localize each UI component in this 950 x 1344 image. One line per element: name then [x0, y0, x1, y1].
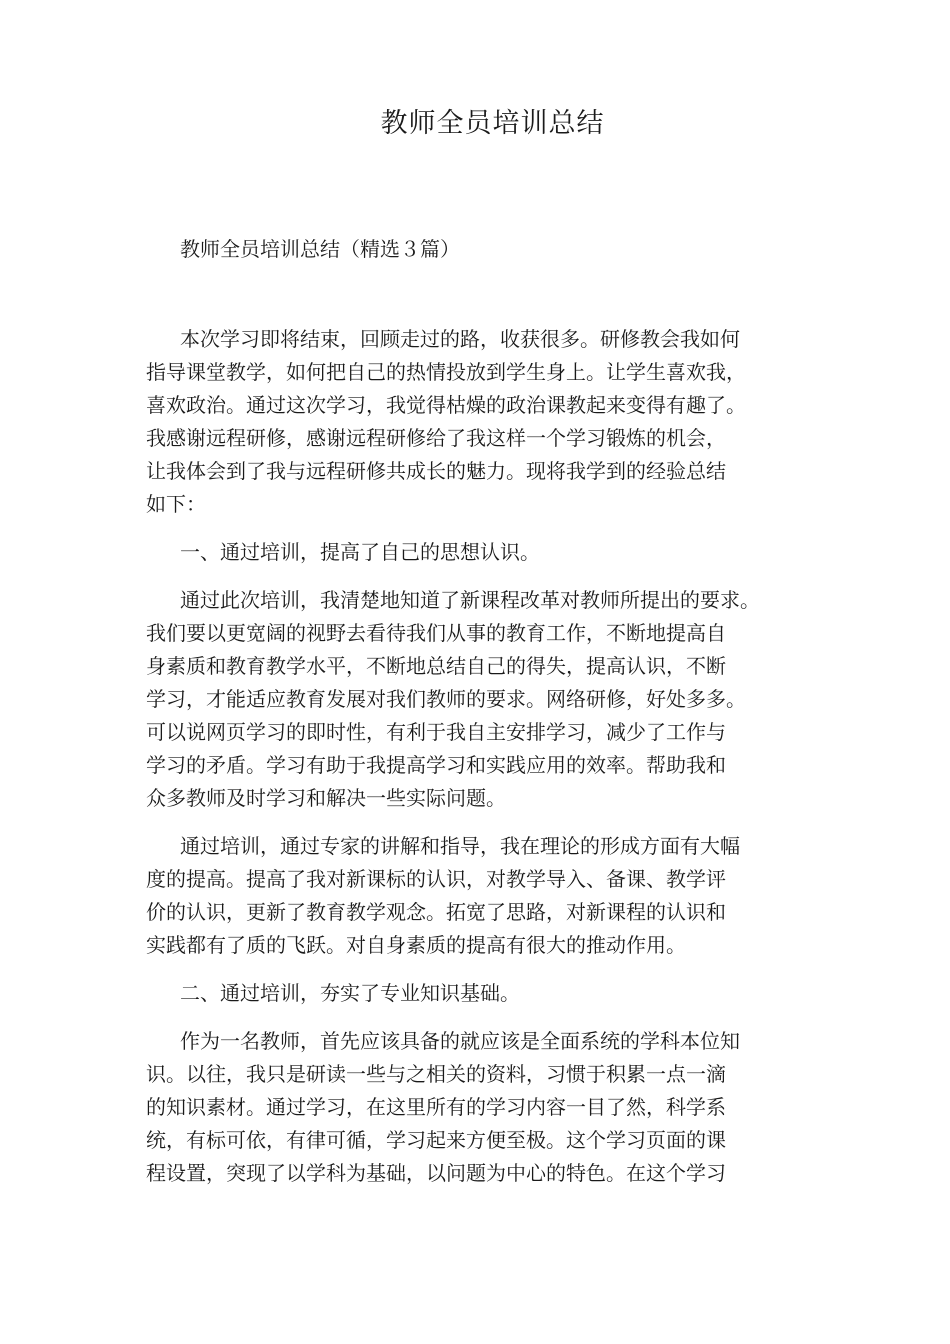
text-line: 身素质和教育教学水平，不断地总结自己的得失，提高认识，不断: [146, 654, 726, 678]
text-line: 本次学习即将结束，回顾走过的路，收获很多。研修教会我如何: [180, 327, 740, 351]
text-line: 二、通过培训，夯实了专业知识基础。: [180, 981, 520, 1005]
paragraph-training-requirements: [146, 584, 826, 815]
text-line: 实践都有了质的飞跃。对自身素质的提高有很大的推动作用。: [146, 933, 686, 957]
section-heading-2: [146, 977, 826, 1010]
paragraph-expert-guidance: [146, 830, 826, 962]
text-line: 学习，才能适应教育发展对我们教师的要求。网络研修，好处多多。: [146, 687, 746, 711]
text-line: 价的认识，更新了教育教学观念。拓宽了思路，对新课程的认识和: [146, 900, 726, 924]
text-line: 程设置，突现了以学科为基础，以问题为中心的特色。在这个学习: [146, 1161, 726, 1185]
text-line: 度的提高。提高了我对新课标的认识，对教学导入、备课、教学评: [146, 867, 726, 891]
text-line: 喜欢政治。通过这次学习，我觉得枯燥的政治课教起来变得有趣了。: [146, 393, 746, 417]
text-line: 通过此次培训，我清楚地知道了新课程改革对教师所提出的要求。: [180, 588, 760, 612]
text-line: 的知识素材。通过学习，在这里所有的学习内容一目了然，科学系: [146, 1095, 726, 1119]
paragraph-subject-knowledge: [146, 1025, 826, 1190]
text-line: 统，有标可依，有律可循，学习起来方便至极。这个学习页面的课: [146, 1128, 726, 1152]
section-heading-1: [146, 536, 826, 569]
text-line: 通过培训，通过专家的讲解和指导，我在理论的形成方面有大幅: [180, 834, 740, 858]
text-line: 可以说网页学习的即时性，有利于我自主安排学习，减少了工作与: [146, 720, 726, 744]
text-line: 众多教师及时学习和解决一些实际问题。: [146, 786, 506, 810]
text-line: 识。以往，我只是研读一些与之相关的资料，习惯于积累一点一滴: [146, 1062, 726, 1086]
paragraph-intro: [146, 323, 826, 521]
text-line: 我们要以更宽阔的视野去看待我们从事的教育工作，不断地提高自: [146, 621, 726, 645]
text-line: 让我体会到了我与远程研修共成长的魅力。现将我学到的经验总结: [146, 459, 726, 483]
document-title: 教师全员培训总结: [380, 108, 605, 139]
text-line: 如下：: [146, 492, 206, 516]
text-line: 我感谢远程研修，感谢远程研修给了我这样一个学习锻炼的机会，: [146, 426, 726, 450]
text-line: 作为一名教师，首先应该具备的就应该是全面系统的学科本位知: [180, 1029, 740, 1053]
text-line: 指导课堂教学，如何把自己的热情投放到学生身上。让学生喜欢我，: [146, 360, 746, 384]
document-body: [146, 323, 826, 1190]
document-subtitle: 教师全员培训总结（精选３篇）: [180, 237, 460, 261]
text-line: 学习的矛盾。学习有助于我提高学习和实践应用的效率。帮助我和: [146, 753, 726, 777]
text-line: 一、通过培训，提高了自己的思想认识。: [180, 540, 540, 564]
